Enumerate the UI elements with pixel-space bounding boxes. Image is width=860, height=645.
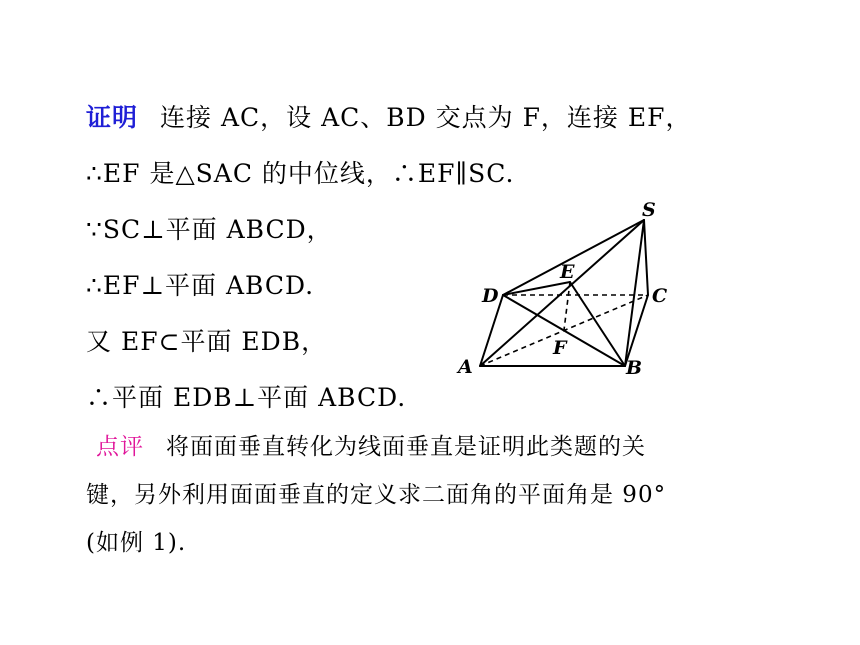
proof-label: 证明 xyxy=(86,103,139,132)
edge-SC xyxy=(644,220,648,295)
point-label-C: C xyxy=(652,285,668,307)
edge-SB xyxy=(625,220,644,366)
point-label-B: B xyxy=(626,357,643,379)
proof-line-4: ∴EF⊥平面 ABCD. xyxy=(86,271,315,300)
proof-text-1: 连接 AC，设 AC、BD 交点为 F，连接 EF， xyxy=(160,103,692,132)
edge-DE xyxy=(503,282,570,295)
point-label-A: A xyxy=(458,356,473,378)
comment-text-1: 将面面垂直转化为线面垂直是证明此类题的关 xyxy=(166,434,646,460)
pyramid-figure xyxy=(450,192,690,382)
point-label-D: D xyxy=(482,285,499,307)
comment-line-2: 键，另外利用面面垂直的定义求二面角的平面角是 90° xyxy=(86,482,667,508)
edge-BC xyxy=(625,295,648,366)
comment-line-3: (如例 1). xyxy=(86,530,187,556)
point-label-E: E xyxy=(560,261,575,283)
proof-line-1 xyxy=(86,102,691,134)
comment-line-1 xyxy=(96,432,646,462)
proof-line-2: ∴EF 是△SAC 的中位线，∴EF∥SC. xyxy=(86,159,515,188)
point-label-S: S xyxy=(642,199,656,221)
proof-line-5: 又 EF⊂平面 EDB， xyxy=(86,327,328,356)
comment-label: 点评 xyxy=(96,434,144,460)
point-label-F: F xyxy=(553,337,567,359)
proof-line-6: ∴平面 EDB⊥平面 ABCD. xyxy=(86,383,407,412)
proof-line-3: ∵SC⊥平面 ABCD， xyxy=(86,215,333,244)
